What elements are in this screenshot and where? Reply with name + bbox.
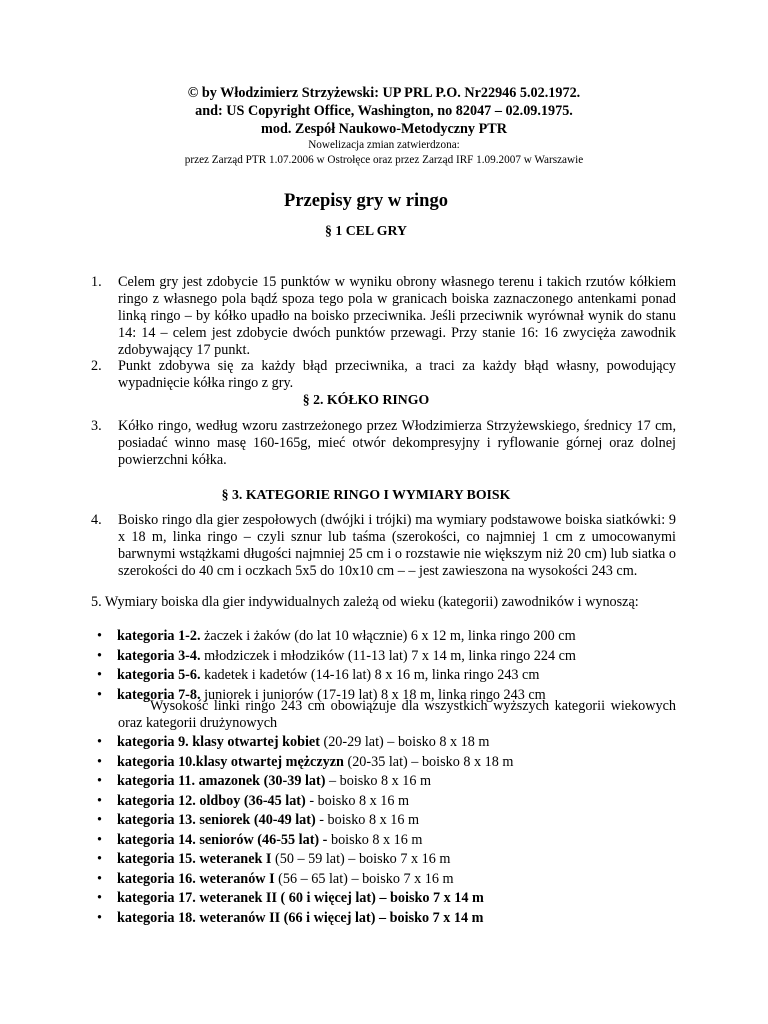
- list-item: • kategoria 17. weteranek II ( 60 i więcej lat) – boisko 7 x 14 m: [117, 890, 513, 910]
- list-item: • kategoria 12. oldboy (36-45 lat) - boisko 8 x 16 m: [117, 793, 513, 813]
- category-list-team: [117, 734, 513, 929]
- list-item: • kategoria 1-2. żaczek i żaków (do lat 10 włącznie) 6 x 12 m, linka ringo 200 cm: [117, 628, 576, 648]
- header-line-4: Nowelizacja zmian zatwierdzona:: [308, 139, 460, 151]
- header-line-1: © by Włodzimierz Strzyżewski: UP PRL P.O. Nr22946 5.02.1972.: [187, 85, 581, 101]
- section-heading-2: § 2. KÓŁKO RINGO: [302, 392, 430, 407]
- list-item: • kategoria 5-6. kadetek i kadetów (14-16 lat) 8 x 16 m, linka ringo 243 cm: [117, 667, 576, 687]
- list-item: • kategoria 9. klasy otwartej kobiet (20-29 lat) – boisko 8 x 18 m: [117, 734, 513, 754]
- list-item: • kategoria 11. amazonek (30-39 lat) – boisko 8 x 16 m: [117, 773, 513, 793]
- paragraph-number: 3.: [91, 418, 102, 434]
- paragraph-3: [91, 418, 676, 469]
- list-item: • kategoria 3-4. młodziczek i młodzików (11-13 lat) 7 x 14 m, linka ringo 224 cm: [117, 648, 576, 668]
- copyright-header: [0, 84, 768, 168]
- list-item: • kategoria 13. seniorek (40-49 lat) - boisko 8 x 16 m: [117, 812, 513, 832]
- list-item: • kategoria 10.klasy otwartej mężczyzn (20-35 lat) – boisko 8 x 18 m: [117, 754, 513, 774]
- list-item: • kategoria 15. weteranek I (50 – 59 lat) – boisko 7 x 16 m: [117, 851, 513, 871]
- paragraph-4: [91, 512, 676, 580]
- section-heading-1: § 1 CEL GRY: [325, 223, 407, 238]
- header-line-2: and: US Copyright Office, Washington, no 82047 – 02.09.1975.: [195, 103, 573, 119]
- paragraph-text: Boisko ringo dla gier zespołowych (dwójki i trójki) ma wymiary podstawowe boiska siatkówki: 9 x 18 m, linka ringo – czyli sznur lub taśma (szerokości, co najmniej 1 cm z umocowanymi barwnymi wstążkami długości najmniej 25 cm i o rozstawie nie większym niż 20 cm) lub siatka o szerokości do 40 cm i oczkach 5x5 do 10x10 cm – – jest zawieszona na wysokości 243 cm.: [118, 512, 676, 579]
- list-item: • kategoria 18. weteranów II (66 i więcej lat) – boisko 7 x 14 m: [117, 910, 513, 930]
- page-title: Przepisy gry w ringo: [284, 191, 448, 211]
- paragraph-1: [91, 274, 676, 359]
- paragraph-text: Kółko ringo, według wzoru zastrzeżonego przez Włodzimierza Strzyżewskiego, średnicy 17 cm, posiadać winno masę 160-165g, mieć otwór dekompresyjny i ryflowanie górnej oraz dolnej powierzchni kółka.: [118, 418, 676, 468]
- paragraph-2: [91, 358, 676, 392]
- header-line-5: przez Zarząd PTR 1.07.2006 w Ostrołęce oraz przez Zarząd IRF 1.09.2007 w Warszawie: [184, 154, 584, 166]
- list-item: • kategoria 16. weteranów I (56 – 65 lat) – boisko 7 x 16 m: [117, 871, 513, 891]
- paragraph-text: Celem gry jest zdobycie 15 punktów w wyniku obrony własnego terenu i takich rzutów kółkiem ringo z własnego pola bądź spoza tego pola w granicach boiska zaznaczonego antenkami ponad linką ringo – by kółko upadło na boisko przeciwnika. Jeśli przeciwnik wyrównał wynik do stanu 14: 14 – celem jest zdobycie dwóch punktów przewagi. Przy stanie 16: 16 zwycięża zawodnik zdobywający 17 punkt.: [118, 274, 676, 358]
- list-item: • kategoria 14. seniorów (46-55 lat) - boisko 8 x 16 m: [117, 832, 513, 852]
- list-item: • kategoria 7-8. juniorek i juniorów (17-19 lat) 8 x 18 m, linka ringo 243 cm: [117, 687, 576, 707]
- section-heading-3: § 3. KATEGORIE RINGO I WYMIARY BOISK: [221, 487, 511, 502]
- paragraph-5: 5. Wymiary boiska dla gier indywidualnych zależą od wieku (kategorii) zawodników i wynoszą:: [91, 594, 639, 610]
- paragraph-number: 1.: [91, 274, 102, 290]
- paragraph-text: Punkt zdobywa się za każdy błąd przeciwnika, a traci za każdy błąd własny, powodujący wypadnięcie kółka ringo z gry.: [118, 358, 676, 391]
- category-list-individual: [117, 628, 576, 706]
- paragraph-number: 2.: [91, 358, 102, 374]
- height-note: Wysokość linki ringo 243 cm obowiązuje dla wszystkich wyższych kategorii wiekowych oraz kategorii drużynowych: [118, 698, 676, 731]
- paragraph-number: 4.: [91, 512, 102, 528]
- header-line-3: mod. Zespół Naukowo-Metodyczny PTR: [261, 121, 507, 137]
